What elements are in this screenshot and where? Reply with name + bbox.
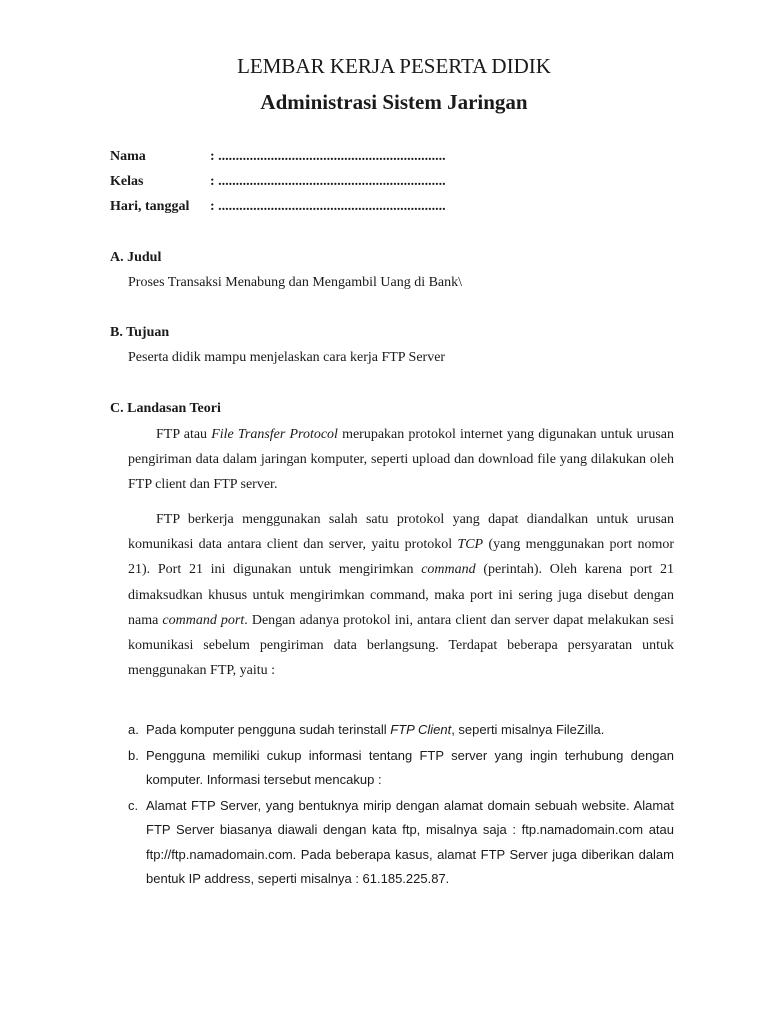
text-run: FTP berkerja menggunakan salah satu protokol yang dapat diandalkan untuk urusan komunikasi data antara client dan server, yaitu protokol xyxy=(128,512,674,553)
text-run: , seperti misalnya FileZilla. xyxy=(451,722,605,737)
identity-block xyxy=(110,147,446,222)
list-item xyxy=(128,744,674,793)
list-marker: c. xyxy=(128,797,139,813)
italic-term: command port xyxy=(162,612,245,628)
section-text-judul: Proses Transaksi Menabung dan Mengambil Uang di Bank\ xyxy=(128,275,463,290)
text-run: . Dengan adanya protokol ini, antara client dan server dapat melakukan sesi komunikasi sebelum pengiriman data berlangsung. Terdapat beberapa persyaratan untuk menggunakan FTP, yaitu : xyxy=(128,612,674,679)
list-marker: b. xyxy=(128,747,139,763)
list-item xyxy=(128,794,674,892)
identity-blank: : ................................................................. xyxy=(210,174,446,189)
text-run: Alamat FTP Server, yang bentuknya mirip dengan alamat domain sebuah website. Alamat FTP Server biasanya diawali dengan kata ftp, misalnya saja : ftp.namadomain.com atau ftp://ftp.namadomain.com. Pada beberapa kasus, alamat FTP Server juga diberikan dalam bentuk IP address, seperti misalnya : 61.185.225.87. xyxy=(146,797,674,886)
list-marker: a. xyxy=(128,722,139,737)
list-item xyxy=(128,718,674,743)
italic-term: command xyxy=(421,562,476,578)
theory-paragraph-1 xyxy=(128,422,674,498)
list-item-text xyxy=(146,718,674,743)
list-item-text xyxy=(146,744,674,793)
identity-label: Hari, tanggal xyxy=(110,199,190,214)
list-item-text xyxy=(146,794,674,892)
section-heading-judul: A. Judul xyxy=(110,250,162,265)
identity-blank: : ................................................................. xyxy=(210,199,446,214)
text-run: (yang menggunakan port nomor 21). Port 21 ini digunakan untuk mengirimkan xyxy=(128,537,674,578)
identity-row-hari-tanggal xyxy=(110,197,446,222)
identity-row-nama xyxy=(110,147,446,172)
identity-label: Kelas xyxy=(110,174,144,189)
section-heading-tujuan: B. Tujuan xyxy=(110,325,170,340)
text-run: Pada komputer pengguna sudah terinstall xyxy=(146,722,391,737)
italic-term: File Transfer Protocol xyxy=(211,427,338,442)
text-run: FTP atau xyxy=(156,427,212,442)
italic-term: FTP Client xyxy=(390,722,452,737)
document-title: LEMBAR KERJA PESERTA DIDIK xyxy=(237,54,551,78)
text-run: Pengguna memiliki cukup informasi tentang FTP server yang ingin terhubung dengan komputer. Informasi tersebut mencakup : xyxy=(146,747,674,787)
italic-term: TCP xyxy=(457,537,484,553)
section-text-tujuan: Peserta didik mampu menjelaskan cara kerja FTP Server xyxy=(128,350,446,365)
identity-label: Nama xyxy=(110,149,146,164)
identity-blank: : ................................................................. xyxy=(210,149,446,164)
theory-paragraph-2 xyxy=(128,507,674,683)
document-subtitle: Administrasi Sistem Jaringan xyxy=(260,90,528,114)
section-heading-landasan-teori: C. Landasan Teori xyxy=(110,401,221,416)
text-run: (perintah). Oleh karena port 21 dimaksudkan khusus untuk mengirimkan command, maka port ini sering juga disebut dengan nama xyxy=(128,562,674,628)
identity-row-kelas xyxy=(110,172,446,197)
text-run: merupakan protokol internet yang digunakan untuk urusan pengiriman data dalam jaringan komputer, seperti upload dan download file yang dilakukan oleh FTP client dan FTP server. xyxy=(128,427,675,493)
requirements-list xyxy=(128,718,674,893)
